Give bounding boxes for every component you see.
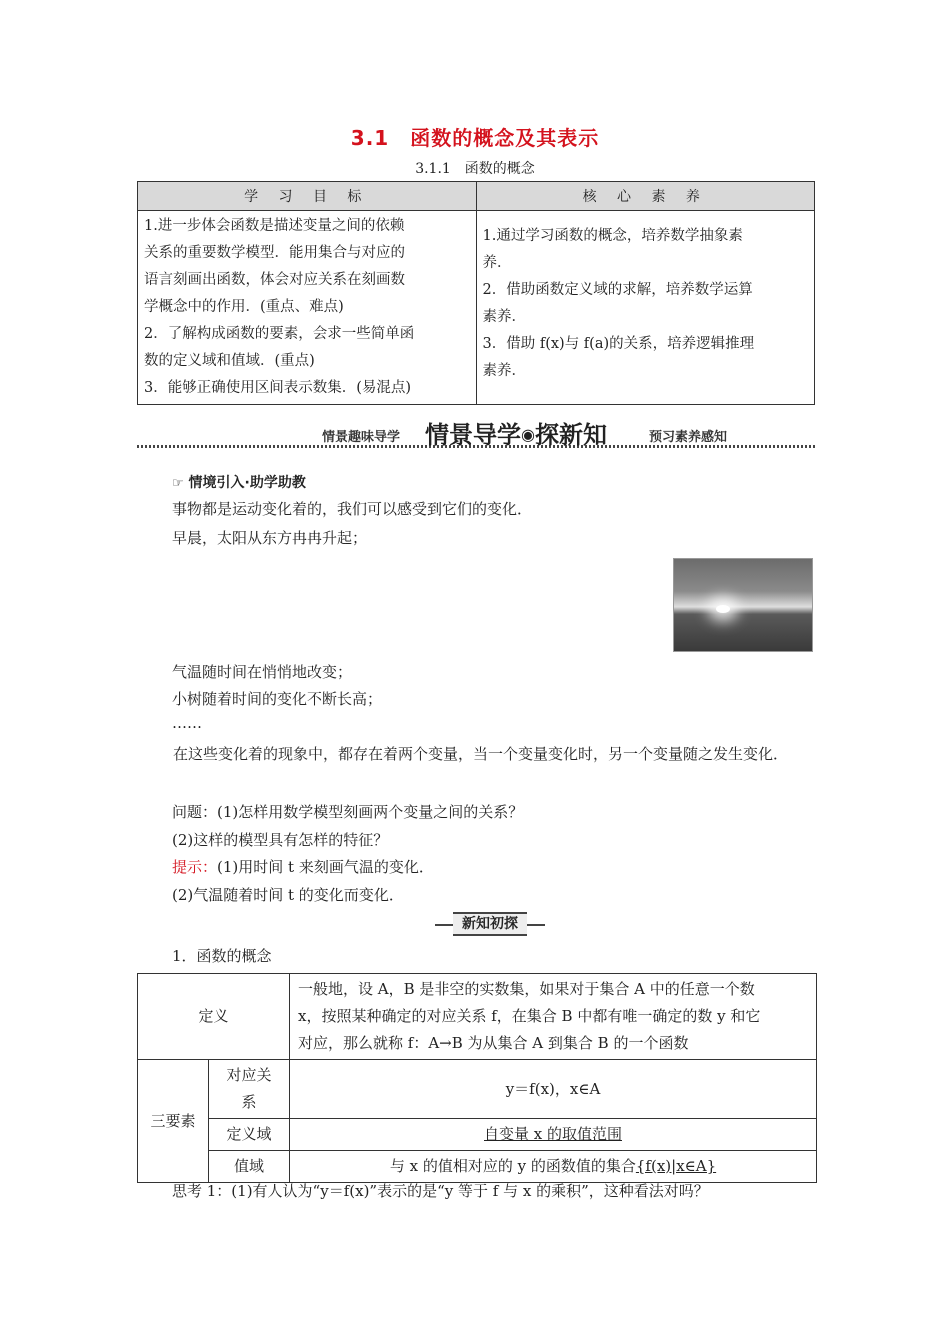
intro-line: 小树随着时间的变化不断长高； [172, 690, 383, 708]
goals-table [137, 181, 815, 405]
domain-value-text: 自变量 x 的取值范围 [484, 1125, 622, 1143]
goals-header-right: 核 心 素 养 [476, 182, 815, 211]
intro-ellipsis: …… [172, 714, 202, 732]
page-title: 3.1 函数的概念及其表示 [350, 126, 600, 150]
definition-line: x，按照某种确定的对应关系 f，在集合 B 中都有唯一确定的数 y 和它 [298, 1007, 761, 1025]
goals-left-line: 语言刻画出函数，体会对应关系在刻画数 [144, 272, 405, 288]
sun-icon [716, 605, 730, 613]
goals-left-line: 2．了解构成函数的要素，会求一些简单函 [144, 326, 415, 342]
range-value [290, 1151, 817, 1183]
goals-header-left: 学 习 目 标 [138, 182, 477, 211]
banner-main-text [425, 415, 607, 450]
section-banner [137, 413, 815, 447]
banner-arrow-icon: ◉ [521, 425, 535, 444]
question-1: 问题：(1)怎样用数学模型刻画两个变量之间的关系？ [172, 803, 524, 821]
section-subtitle: 3.1.1 函数的概念 [415, 161, 535, 177]
goals-right-line: 1.通过学习函数的概念，培养数学抽象素 [482, 228, 743, 244]
mapping-value: y＝f(x)，x∈A [290, 1060, 817, 1119]
new-knowledge-badge [435, 912, 545, 934]
domain-label: 定义域 [209, 1119, 290, 1151]
banner-main-part2: 探新知 [534, 421, 607, 449]
goals-right-cell [476, 211, 815, 405]
intro-heading-text: 情境引入·助学助教 [188, 475, 306, 491]
definition-cell [290, 974, 817, 1060]
goals-right-line: 养． [482, 255, 512, 271]
mapping-label [209, 1060, 290, 1119]
three-elements-label: 三要素 [138, 1060, 209, 1183]
range-set: {f(x)|x∈A} [635, 1157, 717, 1175]
hint-line [172, 856, 434, 878]
intro-paragraph: 在这些变化着的现象中，都存在着两个变量，当一个变量变化时，另一个变量随之发生变化． [173, 745, 789, 763]
mapping-label-line: 系 [241, 1093, 257, 1111]
intro-line: 气温随时间在悄悄地改变； [172, 663, 353, 681]
banner-left-text: 情景趣味导学 [322, 430, 401, 445]
goals-right-line: 3．借助 f(x)与 f(a)的关系，培养逻辑推理 [482, 336, 755, 352]
range-value-text: 与 x 的值相对应的 y 的函数值的集合 [389, 1157, 636, 1175]
sunrise-photo [673, 558, 813, 652]
goals-left-cell [138, 211, 477, 405]
definition-label: 定义 [138, 974, 290, 1060]
goals-left-line: 1.进一步体会函数是描述变量之间的依赖 [144, 218, 405, 234]
definition-line: 对应，那么就称 f：A→B 为从集合 A 到集合 B 的一个函数 [298, 1034, 689, 1052]
goals-right-line: 素养． [482, 309, 526, 325]
intro-line: 事物都是运动变化着的，我们可以感受到它们的变化． [172, 500, 533, 518]
question-2: (2)这样的模型具有怎样的特征？ [172, 831, 389, 849]
think-question: 思考 1：(1)有人认为“y＝f(x)”表示的是“y 等于 f 与 x 的乘积”，这种看法对吗？ [172, 1182, 709, 1200]
hint-text: (1)用时间 t 来刻画气温的变化． [217, 858, 434, 876]
intro-line: 早晨，太阳从东方冉冉升起； [172, 529, 368, 547]
hands-icon: ☞ [172, 476, 184, 491]
banner-right-text: 预习素养感知 [649, 430, 728, 445]
banner-main-part1: 情景导学 [425, 421, 521, 449]
goals-right-line: 2．借助函数定义域的求解，培养数学运算 [482, 282, 753, 298]
definition-line: 一般地，设 A，B 是非空的实数集，如果对于集合 A 中的任意一个数 [298, 980, 755, 998]
function-concept-table [137, 973, 817, 1183]
intro-heading [172, 472, 306, 492]
goals-left-line: 3．能够正确使用区间表示数集．(易混点) [144, 380, 412, 396]
badge-rule-left [435, 924, 453, 926]
goals-left-line: 学概念中的作用．(重点、难点) [144, 299, 344, 315]
badge-label: 新知初探 [453, 912, 527, 936]
goals-left-line: 数的定义域和值域．(重点) [144, 353, 315, 369]
badge-rule-right [527, 924, 545, 926]
goals-left-line: 关系的重要数学模型．能用集合与对应的 [144, 245, 405, 261]
hint-label: 提示： [172, 858, 218, 876]
hint-line-2: (2)气温随着时间 t 的变化而变化． [172, 886, 404, 904]
section-heading: 1．函数的概念 [172, 947, 272, 965]
mapping-label-line: 对应关 [226, 1066, 272, 1084]
domain-value [290, 1119, 817, 1151]
range-label: 值域 [209, 1151, 290, 1183]
goals-right-line: 素养． [482, 363, 526, 379]
